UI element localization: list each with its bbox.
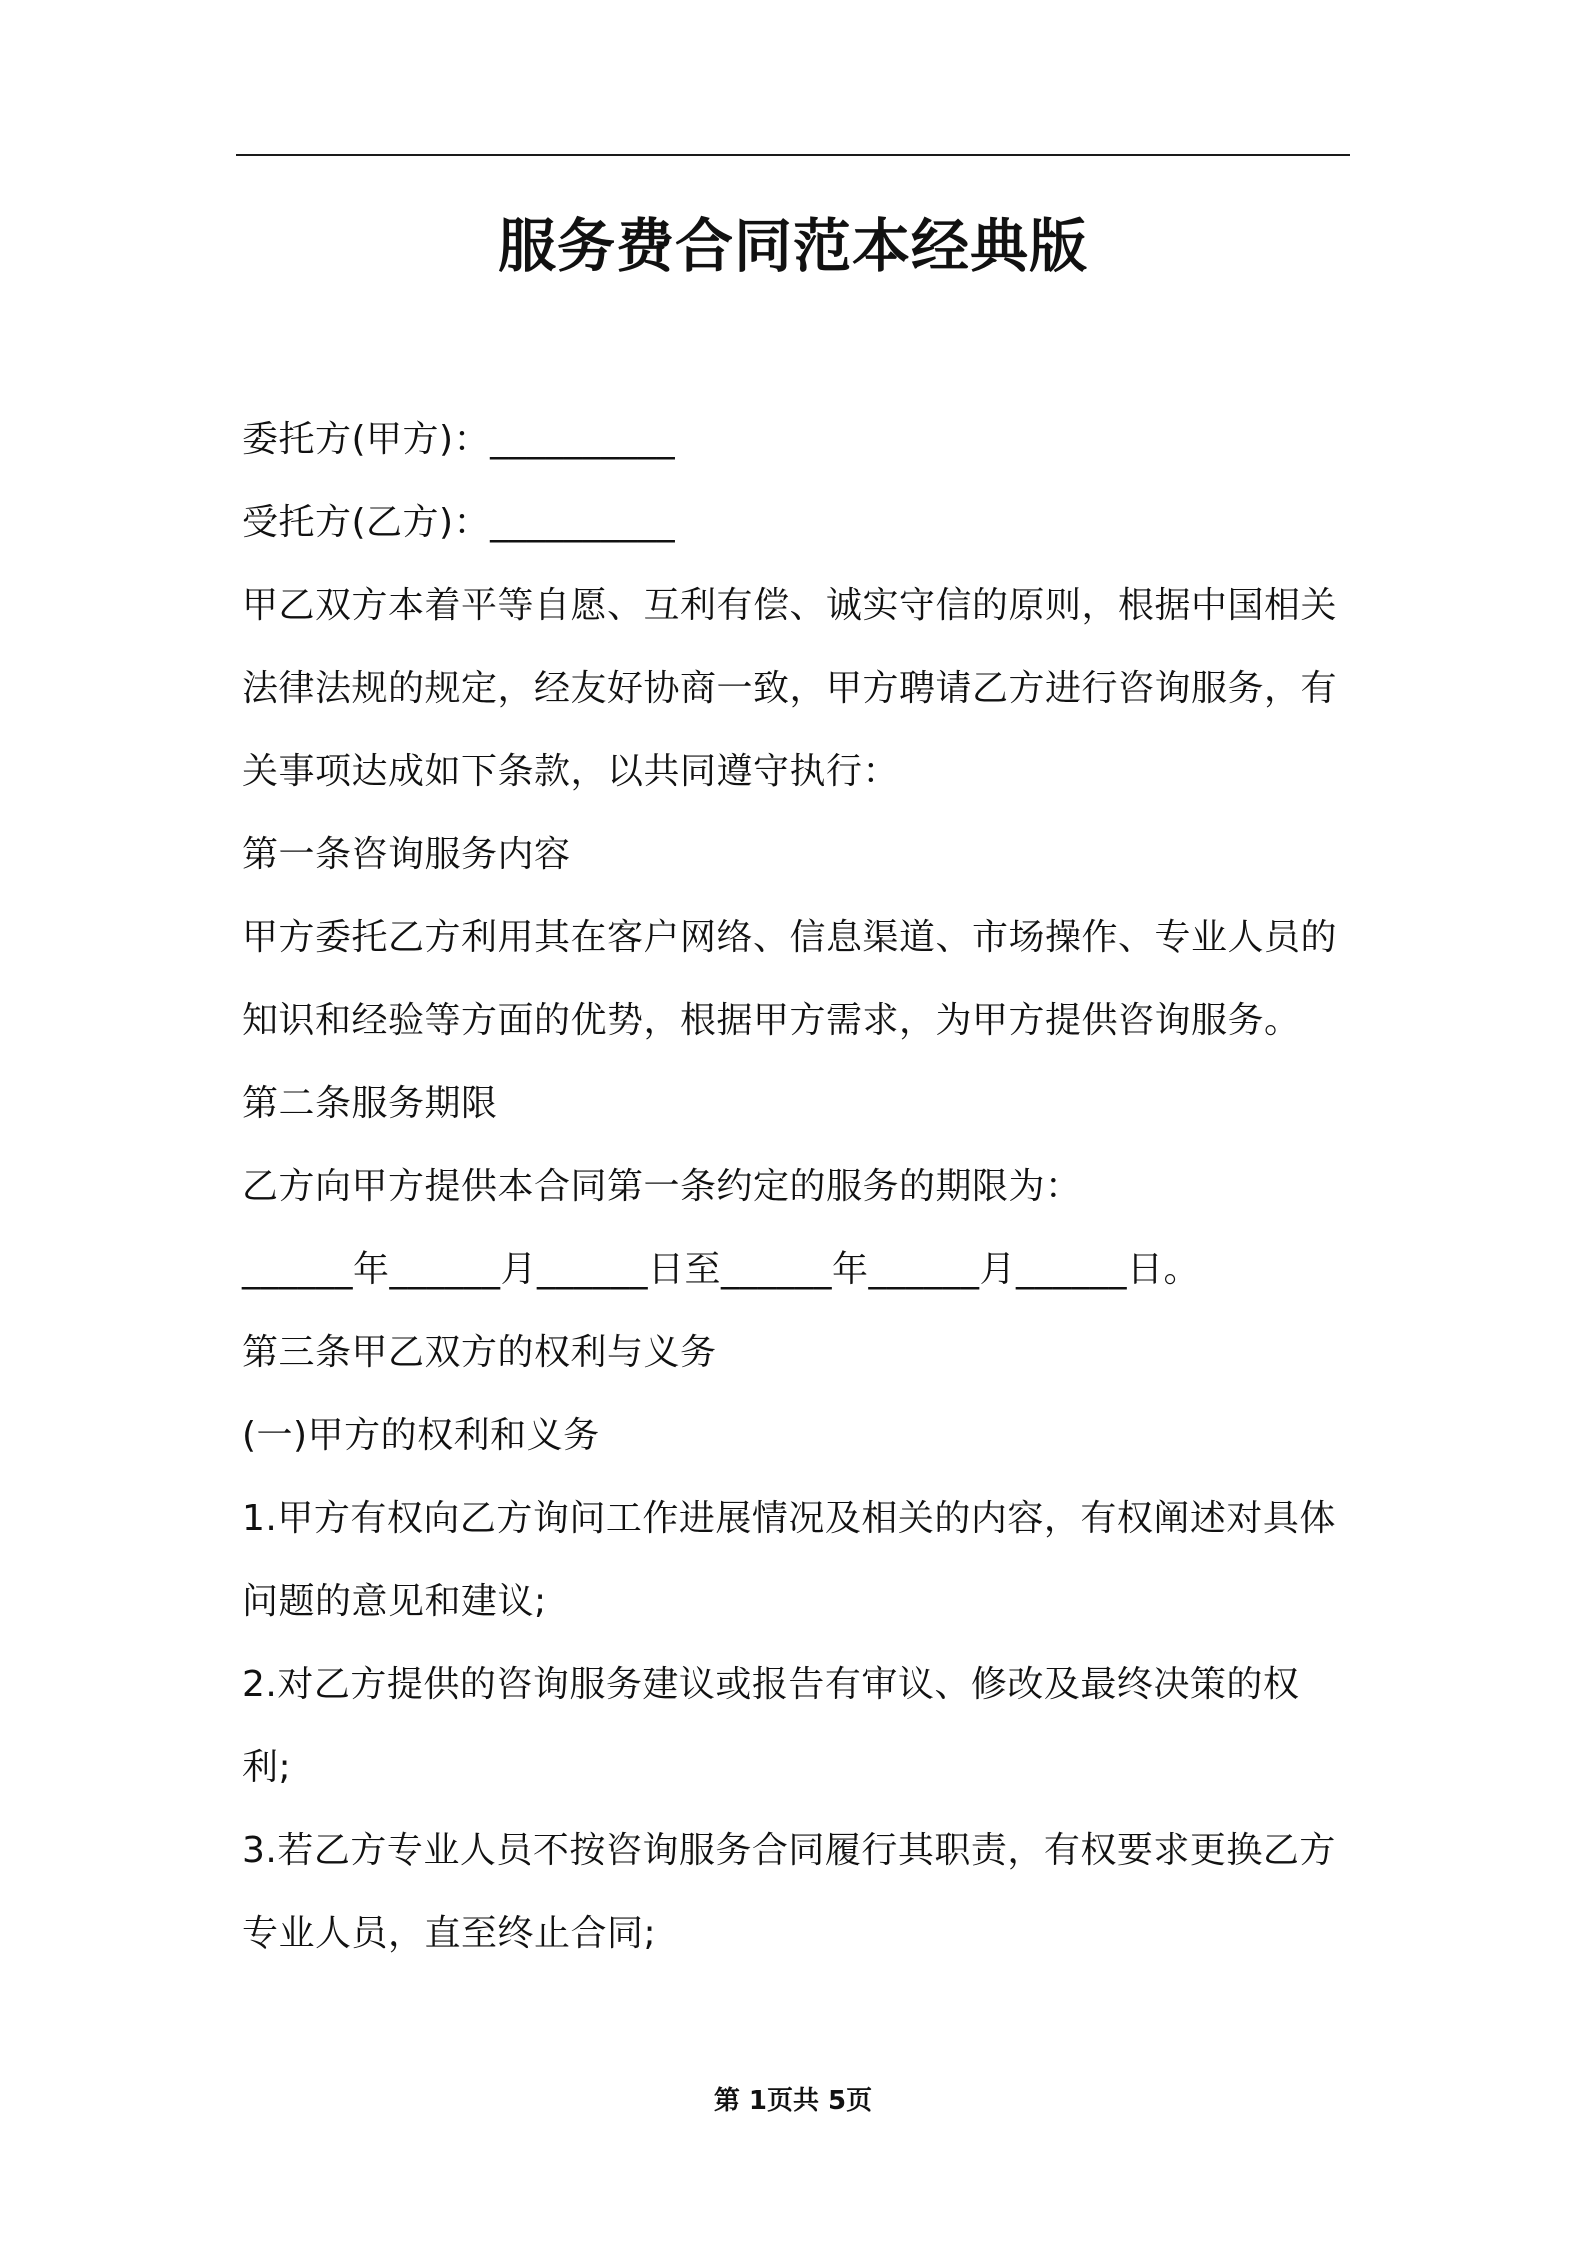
clause-3-line-1: 3.若乙方专业人员不按咨询服务合同履行其职责，有权要求更换乙方 [242, 1830, 1336, 1871]
clause-2-line-2: 利; [242, 1747, 292, 1788]
article-1-heading: 第一条咨询服务内容 [242, 834, 571, 875]
document-title: 服务费合同范本经典版 [497, 212, 1088, 280]
clause-1-line-1: 1.甲方有权向乙方询问工作进展情况及相关的内容，有权阐述对具体 [242, 1498, 1336, 1539]
client-party-line: 委托方(甲方)：__________ [242, 419, 676, 460]
article-2-heading: 第二条服务期限 [242, 1083, 498, 1124]
preamble-line-2: 法律法规的规定，经友好协商一致，甲方聘请乙方进行咨询服务，有 [242, 668, 1338, 709]
preamble-line-1: 甲乙双方本着平等自愿、互利有偿、诚实守信的原则，根据中国相关 [242, 585, 1338, 626]
article-1-text-line-2: 知识和经验等方面的优势，根据甲方需求，为甲方提供咨询服务。 [242, 1000, 1301, 1041]
article-3-heading: 第三条甲乙双方的权利与义务 [242, 1332, 717, 1373]
clause-3-line-2: 专业人员，直至终止合同; [242, 1913, 657, 1954]
page-number-footer: 第 1页共 5页 [713, 2086, 873, 2116]
clause-1-line-2: 问题的意见和建议; [242, 1581, 547, 1622]
contractor-party-line: 受托方(乙方)：__________ [242, 502, 676, 543]
party-a-rights-subheading: (一)甲方的权利和义务 [242, 1415, 600, 1456]
header-rule [236, 154, 1350, 156]
clause-2-line-1: 2.对乙方提供的咨询服务建议或报告有审议、修改及最终决策的权 [242, 1664, 1300, 1705]
article-1-text-line-1: 甲方委托乙方利用其在客户网络、信息渠道、市场操作、专业人员的 [242, 917, 1338, 958]
preamble-line-3: 关事项达成如下条款，以共同遵守执行： [242, 751, 900, 792]
service-period-date-line: ______年______月______日至______年______月______日。 [242, 1249, 1200, 1290]
article-2-text-line-1: 乙方向甲方提供本合同第一条约定的服务的期限为： [242, 1166, 1082, 1207]
